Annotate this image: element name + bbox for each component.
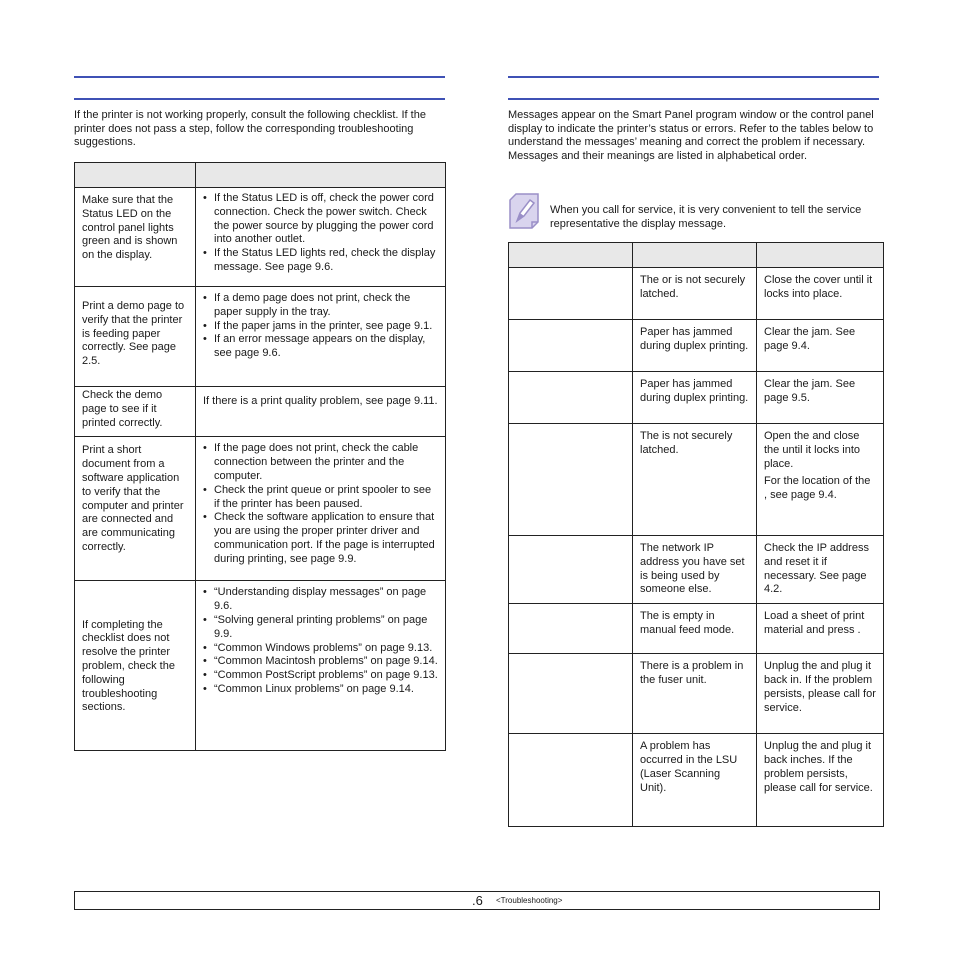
solution-cell: Clear the jam. See page 9.4. <box>764 326 856 352</box>
solution-cell: Close the cover until it locks into place. <box>764 274 873 300</box>
left-intro: If the printer is not working properly, consult the following checklist. If the printer does not pass a step, follow the corresponding troubleshooting suggestions. <box>74 109 426 148</box>
messages-header <box>509 243 884 268</box>
meaning-cell: The is empty in manual feed mode. <box>640 610 735 636</box>
header-solution <box>196 163 446 188</box>
page-number: .6 <box>472 893 483 908</box>
header-suggested-solution <box>757 243 884 268</box>
solution-cell: For the location of the , see page 9.4. <box>764 475 871 502</box>
list-item: • “Common Windows problems” on page 9.13. <box>203 642 438 656</box>
meaning-cell: The or is not securely latched. <box>640 274 746 300</box>
table-row <box>75 437 446 581</box>
messages-table <box>508 242 884 827</box>
list-item: • “Understanding display messages” on page 9.6. <box>203 586 438 614</box>
list-item: • Check the print queue or print spooler to see if the printer has been paused. <box>203 484 438 512</box>
list-item: • If the Status LED lights red, check the display message. See page 9.6. <box>203 247 438 275</box>
message-cell <box>509 654 632 666</box>
note-text: When you call for service, it is very convenient to tell the service representative the display message. <box>550 204 862 230</box>
table-row <box>75 188 446 287</box>
header-message <box>509 243 633 268</box>
meaning-cell: Paper has jammed during duplex printing. <box>640 326 749 352</box>
list-item: • Check the software application to ensure that you are using the proper printer driver and communication port. If the page is interrupted during printing, see page 9.9. <box>203 511 438 566</box>
meaning-cell: There is a problem in the fuser unit. <box>640 660 744 686</box>
list-item: • “Common Linux problems” on page 9.14. <box>203 683 438 697</box>
table-row <box>509 268 884 320</box>
table-row <box>509 734 884 827</box>
solution-cell: Load a sheet of print material and press . <box>764 610 865 636</box>
check-cell: Make sure that the Status LED on the control panel lights green and is shown on the display. <box>82 194 178 262</box>
note-pencil-icon <box>508 192 540 230</box>
message-cell <box>509 320 632 332</box>
right-second-rule <box>508 98 879 100</box>
message-cell <box>509 604 632 616</box>
table-row <box>509 424 884 536</box>
meaning-cell: The network IP address you have set is being used by someone else. <box>640 542 745 596</box>
check-cell: Print a short document from a software application to verify that the computer and printer are connected and are communicating correctly. <box>82 444 184 553</box>
table-row <box>75 581 446 751</box>
left-top-rule <box>74 76 445 78</box>
solution-list <box>203 442 438 566</box>
solution-cell: Unplug the and plug it back inches. If the problem persists, please call for service. <box>764 740 873 794</box>
section-label: <Troubleshooting> <box>496 896 563 905</box>
header-check <box>75 163 196 188</box>
header-meaning <box>633 243 757 268</box>
table-row <box>509 320 884 372</box>
right-intro: Messages appear on the Smart Panel program window or the control panel display to indicate the printer’s status or errors. Refer to the tables below to understand the messages’ meaning and correct the problem if necessary. Messages and their meanings are listed in alphabetical order. <box>508 109 874 162</box>
message-cell <box>509 268 632 280</box>
note-box <box>508 192 880 232</box>
list-item: • “Solving general printing problems” on page 9.9. <box>203 614 438 642</box>
solution-text: If there is a print quality problem, see page 9.11. <box>203 395 438 407</box>
message-cell <box>509 536 632 548</box>
solution-cell: Check the IP address and reset it if necessary. See page 4.2. <box>764 542 869 596</box>
list-item: • “Common PostScript problems” on page 9.13. <box>203 669 438 683</box>
table-row <box>509 654 884 734</box>
meaning-cell: A problem has occurred in the LSU (Laser Scanning Unit). <box>640 740 738 794</box>
message-cell <box>509 734 632 746</box>
list-item: • “Common Macintosh problems” on page 9.14. <box>203 655 438 669</box>
list-item: • If the page does not print, check the cable connection between the printer and the computer. <box>203 442 438 483</box>
solution-cell: Clear the jam. See page 9.5. <box>764 378 856 404</box>
table-row <box>75 387 446 437</box>
solution-list <box>203 586 438 696</box>
check-cell: If completing the checklist does not resolve the printer problem, check the following troubleshooting sections. <box>82 618 175 714</box>
meaning-cell: Paper has jammed during duplex printing. <box>640 378 749 404</box>
solution-cell: Open the and close the until it locks into place. <box>764 430 860 470</box>
meaning-cell: The is not securely latched. <box>640 430 733 456</box>
checklist-table <box>74 162 446 751</box>
checklist-header <box>75 163 446 188</box>
table-row <box>75 287 446 387</box>
list-item: • If the paper jams in the printer, see page 9.1. <box>203 320 438 334</box>
left-second-rule <box>74 98 445 100</box>
table-row <box>509 536 884 604</box>
list-item: • If a demo page does not print, check the paper supply in the tray. <box>203 292 438 320</box>
list-item: • If an error message appears on the display, see page 9.6. <box>203 333 438 361</box>
table-row <box>509 604 884 654</box>
check-cell: Check the demo page to see if it printed correctly. <box>82 389 163 429</box>
page-footer <box>74 891 880 910</box>
list-item: • If the Status LED is off, check the power cord connection. Check the power switch. Check the power source by plugging the power cord into another outlet. <box>203 192 438 247</box>
solution-cell: Unplug the and plug it back in. If the problem persists, please call for service. <box>764 660 876 714</box>
solution-list <box>203 292 438 361</box>
right-top-rule <box>508 76 879 78</box>
solution-list <box>203 192 438 275</box>
message-cell <box>509 424 632 436</box>
table-row <box>509 372 884 424</box>
message-cell <box>509 372 632 384</box>
check-cell: Print a demo page to verify that the printer is feeding paper correctly. See page 2.5. <box>82 300 185 368</box>
